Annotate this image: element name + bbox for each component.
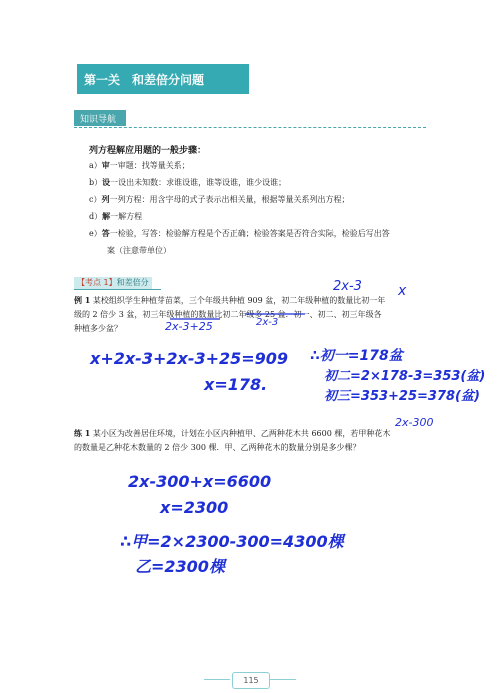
step-key: 解 <box>102 211 111 221</box>
footer-line-left <box>204 679 230 680</box>
step-text: 一解方程 <box>110 212 143 221</box>
hw-ex-equation: x+2x-3+2x-3+25=909 <box>90 349 289 368</box>
section-tag-label: 知识导航 <box>80 115 117 125</box>
hw-pr-equation: 2x-300+x=6600 <box>128 472 272 491</box>
page-number: 115 <box>232 672 270 689</box>
step-key: 审 <box>101 160 110 170</box>
hw-ex-ans2: 初二=2×178-3=353(盆) <box>324 369 486 384</box>
step-letter: b） <box>89 178 103 187</box>
step-letter: d） <box>89 212 103 221</box>
footer-line-right <box>270 679 296 680</box>
step-text: 一审题：找等量关系； <box>109 161 190 170</box>
step-key: 列 <box>101 194 110 204</box>
topic-tag-name: 和差倍分 <box>116 278 149 287</box>
example-line: 级的 2 倍少 3 盆，初三年级种植的数量比初二年级多 25 盆．初一、初二、初三年级各 <box>74 310 382 319</box>
hw-ex-below-1: 2x-3+25 <box>165 320 213 333</box>
hw-ex-below-2: 2x-3 <box>256 317 279 328</box>
step-text: 案（注意带单位） <box>107 246 171 255</box>
hw-pr-above: 2x-300 <box>395 416 434 429</box>
chapter-title: 第一关 和差倍分问题 <box>84 73 205 87</box>
hw-ex-above-1: 2x-3 <box>333 279 362 294</box>
example-line: 种植多少盆？ <box>74 324 122 333</box>
hw-ex-ans3: 初三=353+25=378(盆) <box>324 389 480 404</box>
step-letter: a） <box>89 161 102 170</box>
hw-pr-solution: x=2300 <box>160 498 229 517</box>
example-label: 例 1 <box>74 295 91 305</box>
step-key: 设 <box>102 177 111 187</box>
step-key: 答 <box>101 228 110 238</box>
example-line: 例 1 某校组织学生种植芽苗菜，三个年级共种植 909 盆，初二年级种植的数量比初一年 <box>74 295 386 305</box>
hw-ex-solution: x=178. <box>204 375 268 394</box>
practice-label: 练 1 <box>74 428 91 438</box>
topic-tag-prefix: 【考点 1】 <box>77 278 117 287</box>
practice-line: 练 1 某小区为改善居住环境，计划在小区内种植甲、乙两种花木共 6600 棵，若甲种花木 <box>74 428 391 438</box>
hw-pr-ans1: ∴甲=2×2300-300=4300棵 <box>120 532 344 551</box>
hw-ex-ans1: ∴初一=178盆 <box>310 348 403 364</box>
step-letter: e） <box>89 229 102 238</box>
step-text: 一检验，写答：检验解方程是个否正确；检验答案是否符合实际，检验后写出答 <box>109 229 390 238</box>
step-text: 一设出未知数：求谁设谁，谁等设谁，谁少设谁； <box>110 178 287 187</box>
steps-heading: 列方程解应用题的一般步骤： <box>89 146 207 156</box>
step-text: 一列方程：用含字母的式子表示出相关量，根据等量关系列出方程； <box>109 195 350 204</box>
hw-pr-ans2: 乙=2300棵 <box>135 557 225 576</box>
practice-line: 的数量是乙种花木数量的 2 倍少 300 棵．甲、乙两种花木的数量分别是多少棵？ <box>74 443 361 452</box>
hw-ex-above-2: x <box>398 283 407 299</box>
step-letter: c） <box>89 195 102 204</box>
